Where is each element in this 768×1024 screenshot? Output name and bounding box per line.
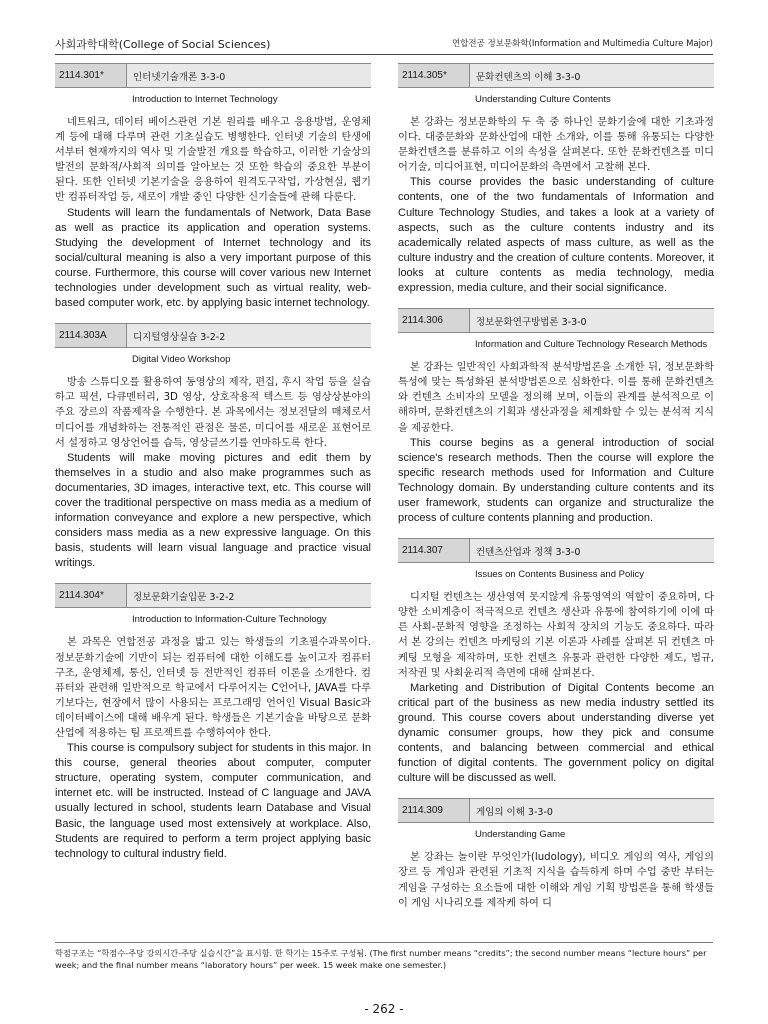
page-number: - 262 - — [364, 1002, 404, 1016]
course-code: 2114.301* — [55, 64, 127, 87]
course-desc-kr: 네트워크, 데이터 베이스관련 기본 원리를 배우고 응용방법, 운영체계 등에 대해 다루며 관련 기초실습도 병행한다. 인터넷 기술의 탄생에서부터 현재까지의 역사 및 기술발전 개요를 학습하고, 이러한 기술상의 발전의 문화적/사회적 의미를 알아보는 것 또한 학습의 중요한 부분이 된다. 또한 인터넷 기본기술을 응용하여 원격도구작업, 가상현실, 웹기반 컴퓨터작업 등, 새로이 개발 중인 다양한 신기술들에 관해 다룬다. — [55, 117, 371, 204]
course-code: 2114.303A — [55, 324, 127, 347]
page-header — [55, 36, 713, 54]
course-code: 2114.305* — [398, 64, 470, 87]
course-title-kr: 인터넷기술개론 3-3-0 — [133, 71, 226, 83]
course-2114-307 — [398, 538, 714, 786]
credit-footnote: 학점구조는 “학점수-주당 강의시간-주당 실습시간”을 표시함. 한 학기는 15주로 구성됨. (The first number means “credits”; the second number means “lecture hours” per week; and the final number means “laboratory hours” per week. 15 week make one semester.) — [55, 948, 707, 970]
course-desc-kr: 방송 스튜디오를 활용하여 동영상의 제작, 편집, 후시 작업 등을 실습하고 픽션, 다큐멘터리, 3D 영상, 상호작용적 텍스트 등 영상상분야의 주요 장르의 작품제작을 수행한다. 본 과목에서는 정보전달의 매체로서 미디어를 개념화하는 전통적인 관점은 물론, 미디어를 새로운 표현어로서 설정하고 영상언어를 습득, 영상글쓰기를 연마하도록 한다. — [55, 377, 371, 449]
course-desc-kr: 본 강좌는 일반적인 사회과학적 분석방법론을 소개한 뒤, 정보문화학 특성에 맞는 특성화된 분석방법론으로 심화한다. 이를 통해 문화컨텐츠와 컨텐츠 소비자의 모델을 정의해 보며, 이들의 관계를 분석적으로 이해하며, 문화컨텐츠의 기획과 생산과정을 체계화할 수 있는 분석적 지식을 제공한다. — [398, 362, 714, 434]
college-title: 사회과학대학(College of Social Sciences) — [55, 38, 271, 51]
course-desc-kr: 본 과목은 연합전공 과정을 밟고 있는 학생들의 기초필수과목이다. 정보문화기술에 기반이 되는 컴퓨터에 대한 이해도를 높이고자 컴퓨터 구조, 운영체제, 통신, 인터넷 등 전반적인 컴퓨터 이론을 소개한다. 컴퓨터와 관련해 일반적으로 학교에서 다루어지는 C언어나, JAVA를 다루기보다는, 현장에서 많이 사용되는 프로그래밍 언어인 Visual Basic과 데이터베이스에 대해 배우게 된다. 학생들은 기본기술을 바탕으로 문화산업에 적용하는 팀 프로젝트를 수행하여야 한다. — [55, 637, 371, 739]
course-title-en: Issues on Contents Business and Policy — [475, 569, 644, 581]
course-2114-306 — [398, 308, 714, 526]
course-desc-kr: 본 강좌는 놀이란 무엇인가(ludology), 비디오 게임의 역사, 게임의 장르 등 게임과 관련된 기초적 지식을 습득하게 하며 수업 중반 부터는 게임을 구성하는 요소들에 대한 이해와 게임 기획 방법론을 통해 학생들이 게임 시나리오를 제작케 하여 디 — [398, 852, 714, 909]
course-header — [398, 63, 714, 88]
course-code: 2114.307 — [398, 539, 470, 562]
course-code: 2114.304* — [55, 584, 127, 607]
course-title-kr: 정보문화기술입문 3-2-2 — [133, 591, 235, 603]
course-2114-305 — [398, 63, 714, 296]
footer-rule — [55, 942, 713, 943]
course-title-en: Introduction to Information-Culture Technology — [132, 614, 327, 626]
course-title-en: Understanding Game — [475, 829, 566, 841]
major-title: 연합전공 정보문화학(Information and Multimedia Culture Major) — [451, 39, 713, 49]
course-header — [55, 583, 371, 608]
course-2114-303a — [55, 323, 371, 571]
header-rule — [55, 54, 713, 55]
course-code: 2114.306 — [398, 309, 470, 332]
course-title-kr: 컨텐츠산업과 정책 3-3-0 — [476, 546, 581, 558]
course-2114-309 — [398, 798, 714, 910]
course-desc-en: Students will make moving pictures and edit them by themselves in a studio and also make programmes such as documentaries, 3D images, interactive text, etc. This course will cover the traditional perspective on mass media as a medium of information conveyance and explore a new perspective, which considers mass media as a new expressive language. On this basis, students will learn visual language and practice visual writings. — [55, 451, 371, 570]
course-title-kr: 디지털영상실습 3-2-2 — [133, 331, 226, 343]
course-2114-301 — [55, 63, 371, 311]
course-title-en: Information and Culture Technology Research Methods — [475, 339, 708, 351]
course-title-kr: 문화컨텐츠의 이해 3-3-0 — [476, 71, 581, 83]
course-header — [55, 63, 371, 88]
course-desc-en: This course provides the basic understanding of culture contents, one of the two fundamentals of Information and Culture Technology Studies, and takes a look at a variety of aspects, such as the culture contents industry and its academically related aspects of mass culture, as well as the culture industry and the creation of culture contents. Moreover, it looks at culture contents as media technology, media expression, media culture, and their social significance. — [398, 176, 714, 295]
course-title-en: Digital Video Workshop — [132, 354, 231, 366]
course-title-en: Understanding Culture Contents — [475, 94, 611, 105]
left-column — [55, 63, 371, 874]
course-header — [55, 323, 371, 348]
course-desc-kr: 본 강좌는 정보문화학의 두 축 중 하나인 문화기술에 대한 기초과정이다. 대중문화와 문화산업에 대한 소개와, 이를 통해 유통되는 다양한 문화컨텐츠를 분류하고 이의 속성을 살펴본다. 또한 문화컨텐츠를 미디어기술, 미디어표현, 미디어문화의 측면에서 고찰해 본다. — [398, 117, 714, 174]
course-desc-kr: 디지털 컨텐츠는 생산영역 못지않게 유통영역의 역할이 중요하며, 다양한 소비계층이 적극적으로 컨텐츠 생산과 유통에 참여하기에 이에 따른 사회-문화적 영향을 조정하는 사회적 장치의 기능도 중요하다. 따라서 본 강의는 컨텐츠 마케팅의 기본 이론과 사례를 살펴본 뒤 컨텐츠 마케팅 모형을 제작하며, 또한 컨텐츠 유통과 관련한 다양한 제도, 법규, 저작권 및 사회윤리적 측면에 대해 살펴본다. — [398, 592, 714, 679]
course-2114-304 — [55, 583, 371, 861]
course-title-en: Introduction to Internet Technology — [132, 94, 278, 105]
course-code: 2114.309 — [398, 799, 470, 822]
course-desc-en: Students will learn the fundamentals of Network, Data Base as well as practice its application and operation systems. Studying the development of Internet technology and its social/cultural meaning is also a very important purpose of this course. Furthermore, this course will cover various new Internet technologies under development such as virtual reality, web-based computer work, etc. by applying basic internet technology. — [55, 206, 371, 310]
course-header — [398, 798, 714, 823]
course-title-kr: 정보문화연구방법론 3-3-0 — [476, 316, 587, 328]
course-desc-en: This course begins as a general introduction of social science's research methods. Then the course will explore the specific research methods used for Information and Culture Technology domain. By understanding culture contents and its user framework, students can organize and structuralize the process of culture contents planning and production. — [398, 436, 714, 525]
course-title-kr: 게임의 이해 3-3-0 — [476, 806, 553, 818]
course-desc-en: This course is compulsory subject for students in this major. In this course, general theories about computer, computer structure, operating system, computer communication, and internet etc. will be instructed. Instead of C language and JAVA usually lectured in school, students learn Database and Visual Basic, the language used most extensively at workplace. Also, Students are required to perform a term project applying basic technology to cultural industry field. — [55, 742, 371, 860]
course-header — [398, 538, 714, 563]
course-header — [398, 308, 714, 333]
right-column — [398, 63, 714, 923]
course-desc-en: Marketing and Distribution of Digital Contents become an critical part of the business as new media industry settled its ground. This course covers about understanding diverse yet dynamic consumer groups, how they pick and consume contents, and balancing between commercial and ethical function of digital contents. The government policy on digital culture will be discussed as well. — [398, 681, 714, 785]
